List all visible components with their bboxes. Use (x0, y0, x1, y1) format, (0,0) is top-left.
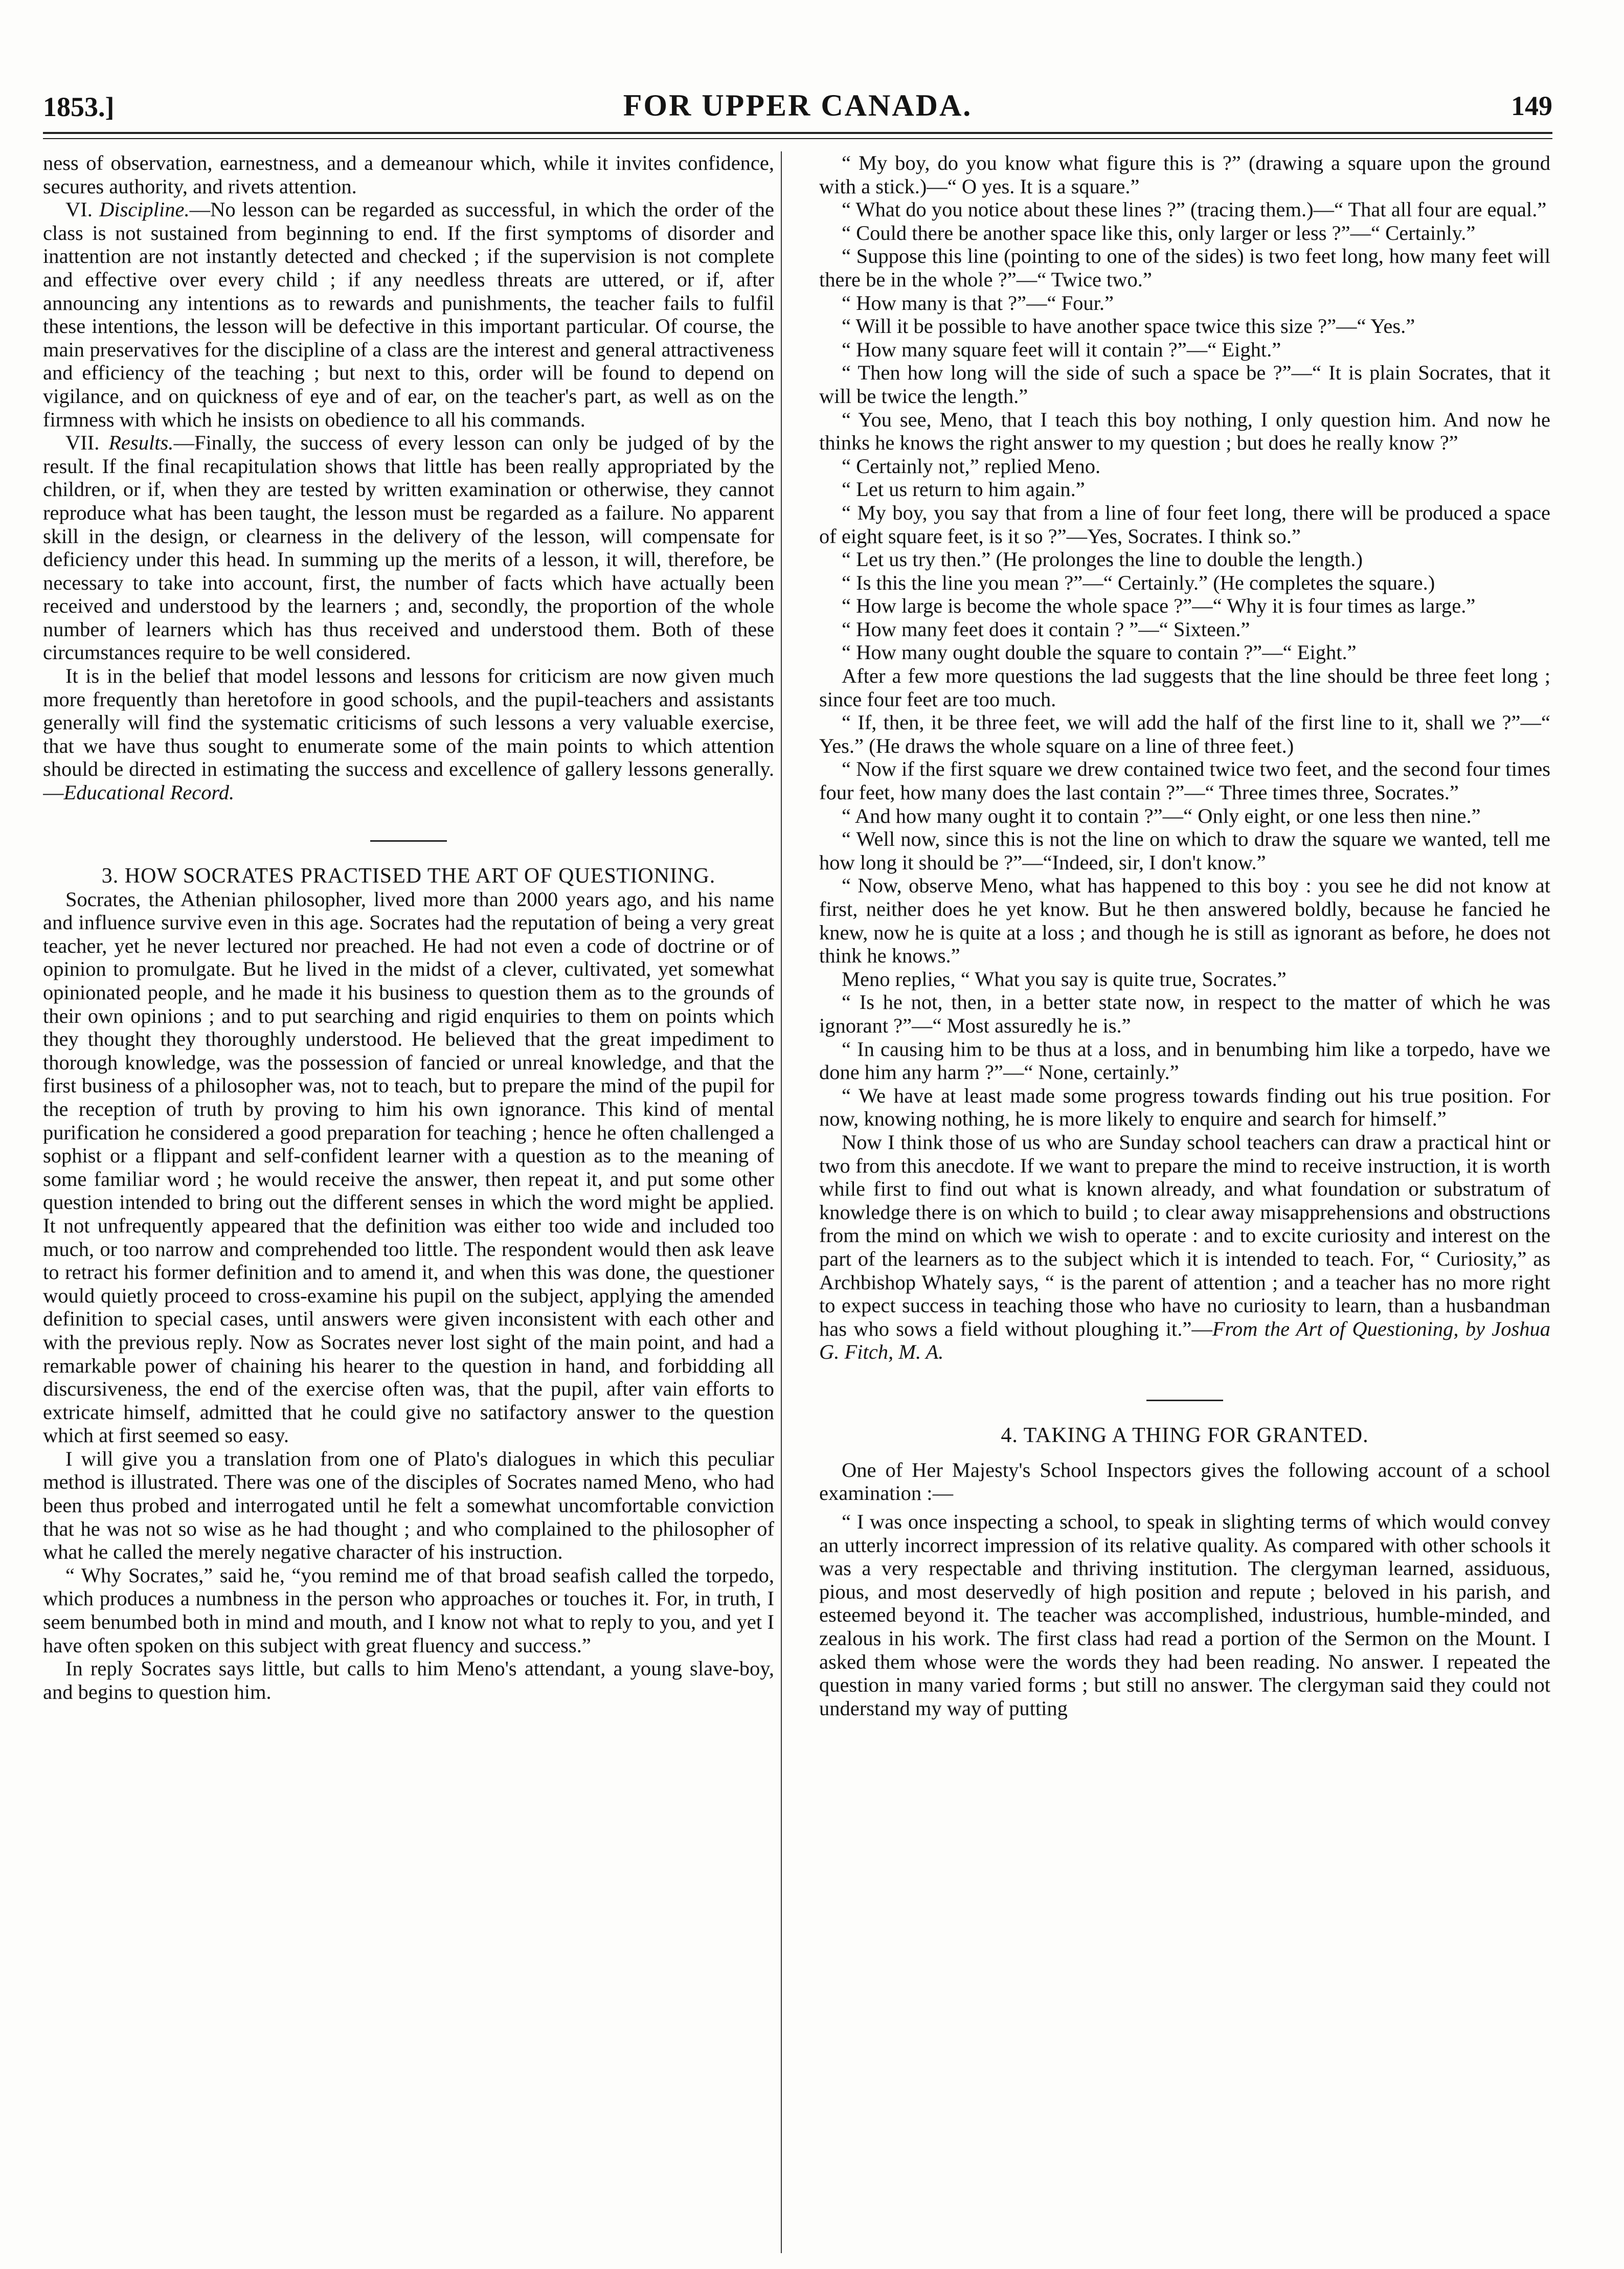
paragraph-text: —Finally, the success of every lesson can only be judged of by the result. If the final recapitulation shows that little has been really appropriated by the children, or if, when they are tested by written examination or otherwise, they cannot reproduce what has been taught, the lesson must be regarded as a failure. No apparent skill in the design, or clearness in the delivery of the lesson, will compensate for deficiency under this head. In summing up the merits of a lesson, it will, therefore, be necessary to take into account, first, the number of facts which have actually been received and understood by the learners ; and, secondly, the proportion of the whole number of learners which has thus received and understood them. Both of these circumstances require to be well considered. (43, 431, 774, 664)
dialogue-line: “ Could there be another space like this, only larger or less ?”—“ Certainly.” (842, 221, 1476, 244)
paragraph-discipline (43, 198, 774, 431)
paragraph: Socrates, the Athenian philosopher, lived more than 2000 years ago, and his name and influence survive even in this age. Socrates had the reputation of being a very great teacher, yet he never lectured nor preached. He had not even a code of doctrine or of opinion to promulgate. But he lived in the midst of a clever, cultivated, yet somewhat opinionated people, and he made it his business to question them as to the grounds of their own opinions ; and to put searching and rigid enquiries to them on points which they thought they thoroughly understood. He believed that the great impediment to thorough knowledge, was the possession of fancied or unreal knowledge, and that the first business of a philosopher was, not to teach, but to prepare the mind of the pupil for the reception of truth by proving to him his own ignorance. This kind of mental purification he considered a good preparation for teaching ; hence he often challenged a sophist or a flippant and self-confident learner with a question as to the meaning of some familiar word ; he would receive the answer, then repeat it, and put some other question intended to bring out the different senses in which the word might be applied. It not unfrequently appeared that the definition was either too wide and included too much, or too narrow and comprehended too little. The respondent would then ask leave to retract his former definition and to amend it, and when this was done, the questioner would quietly proceed to cross-examine his pupil on the subject, applying the amended definition to special cases, until answers were given inconsistent with each other and with the previous reply. Now as Socrates never lost sight of the main point, and had a remarkable power of chaining his hearer to the question in hand, and forbidding all discursiveness, the end of the exercise often was, that the pupil, after vain efforts to extricate himself, admitted that he could give no satifactory answer to the question which at first seemed so easy. (43, 887, 774, 1447)
page-header (43, 82, 1552, 128)
section-term: Results. (108, 431, 174, 455)
dialogue-line: “ If, then, it be three feet, we will add the half of the first line to it, shall we ?”—“ Yes.” (He draws the whole square on a line of three feet.) (819, 711, 1550, 757)
dialogue-line: “ Now, observe Meno, what has happened to this boy : you see he did not know at first, neither does he yet know. But he then answered boldly, because he fancied he knew, now he is quite at a loss ; and though he is still as ignorant as before, he does not think he knows.” (819, 874, 1550, 968)
dialogue-line: “ How large is become the whole space ?”—“ Why it is four times as large.” (842, 594, 1476, 618)
dialogue-line: “ In causing him to be thus at a loss, and in benumbing him like a torpedo, have we done him any harm ?”—“ None, certainly.” (819, 1037, 1550, 1084)
dialogue-line: “ How many is that ?”—“ Four.” (842, 291, 1114, 314)
dialogue-line: “ Then how long will the side of such a space be ?”—“ It is plain Socrates, that it will be twice the length.” (819, 361, 1550, 408)
section-label: VI. (65, 198, 99, 221)
dialogue-line: “ Certainly not,” replied Meno. (842, 454, 1101, 478)
dialogue-line: “ Well now, since this is not the line on which to draw the square we wanted, tell me how long it should be ?”—“Indeed, sir, I don't know.” (819, 827, 1550, 874)
dialogue-line: “ Suppose this line (pointing to one of the sides) is two feet long, how many feet will there be in the whole ?”—“ Twice two.” (819, 244, 1550, 291)
paragraph: “ I was once inspecting a school, to speak in slighting terms of which would convey an utterly incorrect impression of its relative quality. As compared with other schools it was a very respectable and thriving institution. The clergyman learned, assiduous, pious, and most deservedly of high position and repute ; beloved in his parish, and esteemed beyond it. The teacher was accomplished, industrious, humble-minded, and zealous in his work. The first class had read a portion of the Sermon on the Mount. I asked them whose were the words they had been reading. No answer. I repeated the question in many varied forms ; but still no answer. The clergyman said they could not understand my way of putting (819, 1510, 1550, 1720)
paragraph-text: It is in the belief that model lessons and lessons for criticism are now given much more frequently than heretofore in good schools, and the pupil-teachers and assistants generally will find the systematic criticisms of such lessons a very valuable exercise, that we have thus sought to enumerate some of the main points to which attention should be directed in estimating the success and excellence of gallery lessons generally.— (43, 664, 774, 804)
paragraph: I will give you a translation from one of Plato's dialogues in which this peculiar method is illustrated. There was one of the disciples of Socrates named Meno, who had been thus probed and interrogated until he felt a somewhat uncomfortable conviction that he was not so wise as he had thought ; and who complained to the philosopher of what he called the merely negative character of his instruction. (43, 1447, 774, 1564)
page-year: 1853.] (43, 92, 115, 122)
dialogue-line: “ My boy, you say that from a line of four feet long, there will be produced a space of eight square feet, is it so ?”—Yes, Socrates. I think so.” (819, 501, 1550, 548)
dialogue-line: “ How many ought double the square to contain ?”—“ Eight.” (842, 641, 1357, 664)
dialogue-line: “ Let us return to him again.” (842, 478, 1085, 501)
paragraph: ness of observation, earnestness, and a demeanour which, while it invites confidence, secures authority, and rivets attention. (43, 151, 774, 198)
right-column (819, 151, 1550, 2253)
dialogue-line: “ Will it be possible to have another space twice this size ?”—“ Yes.” (842, 314, 1415, 338)
paragraph: “ Why Socrates,” said he, “you remind me of that broad seafish called the torpedo, which produces a numbness in the person who approaches or touches it. For, in truth, I seem benumbed both in mind and mouth, and I know not what to reply to you, and yet I have often spoken on this subject with great fluency and success.” (43, 1563, 774, 1657)
dialogue-line: “ How many square feet will it contain ?”—“ Eight.” (842, 338, 1281, 361)
dialogue-line: “ We have at least made some progress towards finding out his true position. For now, knowing nothing, he is more likely to enquire and search for himself.” (819, 1084, 1550, 1131)
paragraph-text: Now I think those of us who are Sunday school teachers can draw a practical hint or two from this anecdote. If we want to prepare the mind to receive instruction, it is worth while first to find out what is known already, and what foundation or substratum of knowledge there is on which to build ; to clear away misapprehensions and obstructions from the mind on which we wish to operate : and to excite curiosity and interest on the part of the learners as to the subject which it is intended to teach. For, “ Curiosity,” as Archbishop Whately says, “ is the parent of attention ; and a teacher has no more right to expect success in teaching those who have no curiosity to learn, than a husbandman has who sows a field without ploughing it.”— (819, 1130, 1550, 1340)
section-label: VII. (65, 431, 109, 455)
header-rule-thin (43, 138, 1552, 139)
left-column (43, 151, 774, 2253)
dialogue-line: “ How many feet does it contain ? ”—“ Sixteen.” (842, 617, 1250, 641)
column-divider (781, 151, 782, 2253)
source-citation: Educational Record. (63, 781, 235, 804)
dialogue-line: “ Is he not, then, in a better state now, in respect to the matter of which he was ignorant ?”—“ Most assuredly he is.” (819, 991, 1550, 1037)
page-number: 149 (1511, 91, 1552, 121)
dialogue-line: “ What do you notice about these lines ?” (tracing them.)—“ That all four are equal.” (842, 198, 1547, 221)
paragraph-moral (819, 1131, 1550, 1364)
section-heading: 3. HOW SOCRATES PRACTISED THE ART OF QUESTIONING. (101, 864, 716, 888)
section-divider (1146, 1400, 1223, 1401)
paragraph-text: —No lesson can be regarded as successful, in which the order of the class is not sustained from beginning to end. If the first symptoms of disorder and inattention are not instantly detected and checked ; if the supervision is not complete and effective over every child ; if any needless threats are uttered, or if, after announcing any intentions as to rewards and punishments, the teacher fails to fulfil these intentions, the lesson will be defective in this important particular. Of course, the main preservatives for the discipline of a class are the interest and general attractiveness and efficiency of the teaching ; but next to this, order will be found to depend on vigilance, and on quickness of eye and of ear, on the teacher's part, as well as on the firmness with which he insists on obedience to all his commands. (43, 198, 774, 431)
paragraph-conclusion (43, 664, 774, 804)
section-term: Discipline. (99, 198, 190, 221)
dialogue-line: “ Is this the line you mean ?”—“ Certainly.” (He completes the square.) (842, 571, 1435, 594)
dialogue-line: “ Let us try then.” (He prolonges the line to double the length.) (842, 548, 1363, 571)
dialogue-line: After a few more questions the lad suggests that the line should be three feet long ; since four feet are too much. (819, 664, 1550, 711)
dialogue-line: “ And how many ought it to contain ?”—“ Only eight, or one less then nine.” (842, 804, 1481, 827)
header-rule-thick (43, 132, 1552, 134)
paragraph: One of Her Majesty's School Inspectors gives the following account of a school examination :— (819, 1458, 1550, 1505)
running-title: FOR UPPER CANADA. (623, 88, 973, 122)
dialogue-line: Meno replies, “ What you say is quite true, Socrates.” (842, 967, 1287, 991)
paragraph: In reply Socrates says little, but calls to him Meno's attendant, a young slave-boy, and begins to question him. (43, 1657, 774, 1703)
dialogue-line: “ You see, Meno, that I teach this boy nothing, I only question him. And now he thinks he knows the right answer to my question ; but does he really know ?” (819, 408, 1550, 455)
paragraph-results (43, 431, 774, 664)
dialogue-line: “ Now if the first square we drew contained twice two feet, and the second four times four feet, how many does the last contain ?”—“ Three times three, Socrates.” (819, 757, 1550, 804)
source-citation: From the Art of Questioning, by Joshua G. Fitch, M. A. (819, 1317, 1550, 1364)
section-heading: 4. TAKING A THING FOR GRANTED. (1001, 1423, 1369, 1447)
dialogue-line: “ My boy, do you know what figure this is ?” (drawing a square upon the ground with a stick.)—“ O yes. It is a square.” (819, 151, 1550, 198)
section-divider (370, 840, 447, 842)
